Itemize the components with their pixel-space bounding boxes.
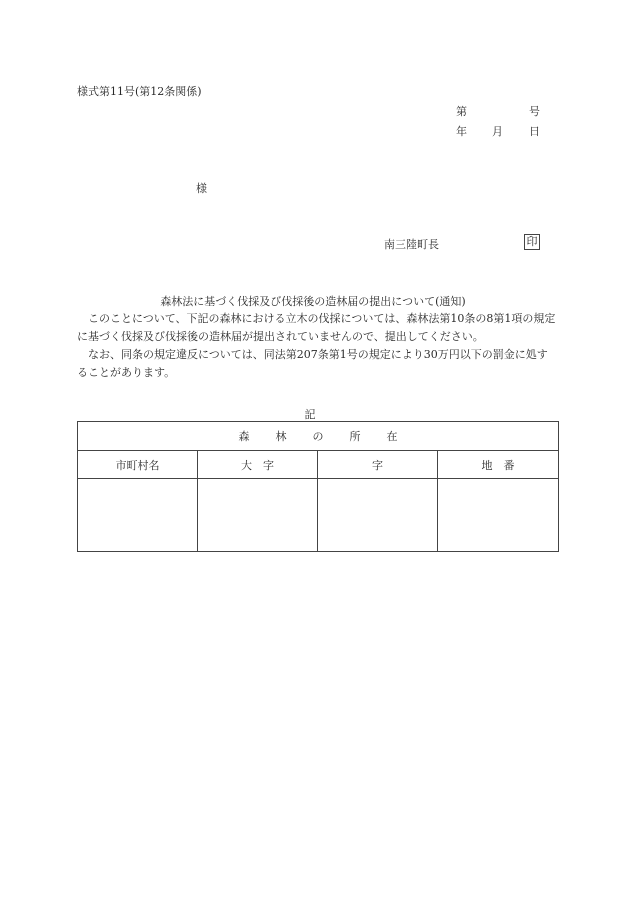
cell-aza: [318, 479, 438, 552]
column-header-oaza: 大 字: [198, 451, 318, 479]
cell-lot-number: [438, 479, 559, 552]
table-title-row: [78, 422, 559, 451]
table-header-row: [78, 451, 559, 479]
ki-text: 記: [304, 408, 316, 421]
column-header-lot-number: 地 番: [438, 451, 559, 479]
date-year: 年: [456, 125, 467, 138]
reference-suffix: 号: [529, 105, 540, 118]
body-paragraph: なお、同条の規定違反については、同法第207条第1号の規定により30万円以下の罰金に処することがあります。: [77, 348, 548, 379]
title-char: 林: [275, 430, 287, 443]
document-subject: [0, 293, 630, 309]
cell-oaza: [198, 479, 318, 552]
form-number: 様式第11号(第12条関係): [77, 85, 202, 98]
cell-municipality: [78, 479, 198, 552]
title-char: 在: [386, 430, 398, 443]
document-body: [77, 310, 557, 382]
column-header-municipality: 市町村名: [78, 451, 198, 479]
column-header-aza: 字: [318, 451, 438, 479]
table-title: [78, 422, 559, 451]
subject-text: 森林法に基づく伐採及び伐採後の造林届の提出について(通知): [160, 295, 466, 308]
title-char: 所: [349, 430, 361, 443]
reference-prefix: 第: [456, 105, 467, 118]
date-month: 月: [492, 125, 503, 138]
seal-icon: 印: [524, 234, 540, 250]
title-char: 森: [238, 430, 250, 443]
forest-location-table: [77, 421, 559, 552]
addressee: 様: [196, 182, 207, 195]
title-char: の: [312, 430, 324, 443]
date-day: 日: [529, 125, 540, 138]
issuer-name: 南三陸町長: [384, 238, 439, 251]
body-paragraph: このことについて、下記の森林における立木の伐採については、森林法第10条の8第1項の規定に基づく伐採及び伐採後の造林届が提出されていませんので、提出してください。: [77, 312, 556, 343]
ki-heading: [0, 406, 630, 422]
table-row: [78, 479, 559, 552]
